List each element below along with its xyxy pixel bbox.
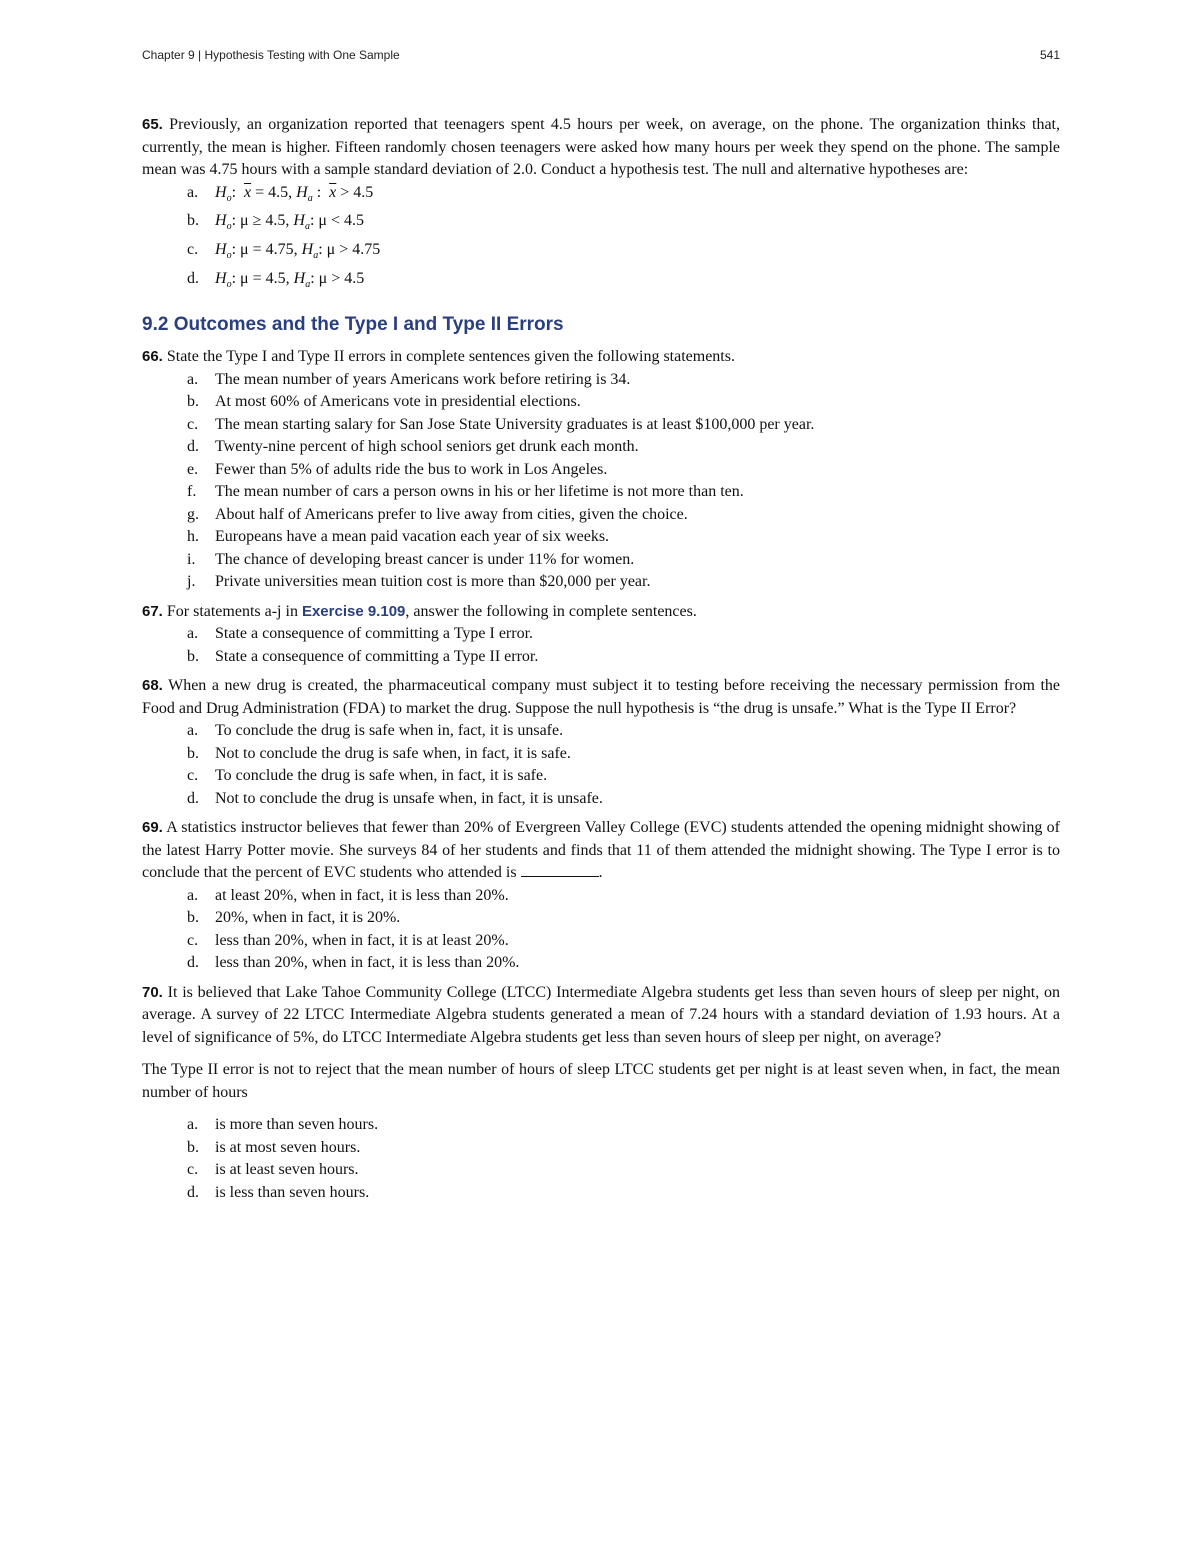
option-a: a. The mean number of years Americans work before retiring is 34. xyxy=(187,370,631,388)
option-b: b. State a consequence of committing a Type II error. xyxy=(187,647,539,665)
exercise-text: It is believed that Lake Tahoe Community College (LTCC) Intermediate Algebra students get less than seven hours of sleep per night, on average. A survey of 22 LTCC Intermediate Algebra students generated a mean of 7.24 hours with a standard deviation of 1.93 hours. At a level of significance of 5%, do LTCC Intermediate Algebra students get less than seven hours of sleep per night, on average? xyxy=(142,983,1061,1046)
chapter-title: Chapter 9 | Hypothesis Testing with One Sample xyxy=(142,48,400,62)
exercise-text: State the Type I and Type II errors in complete sentences given the following statements. xyxy=(166,348,735,366)
option-b: b. Not to conclude the drug is safe when, in fact, it is safe. xyxy=(187,744,571,762)
option-d: d. Twenty-nine percent of high school seniors get drunk each month. xyxy=(187,438,639,456)
exercise-link[interactable]: Exercise 9.109 xyxy=(301,602,406,620)
option-c: c. $H_o$: μ = 4.75, $H_a$: μ > 4.75 xyxy=(187,240,381,262)
option-c: c. less than 20%, when in fact, it is at least 20%. xyxy=(187,931,509,949)
exercise-number: 70. xyxy=(142,983,163,1001)
option-b: b. $H_o$: μ ≥ 4.5, $H_a$: μ < 4.5 xyxy=(187,212,364,233)
section-heading: 9.2 Outcomes and the Type I and Type II Errors xyxy=(142,314,564,336)
exercise-68 xyxy=(142,675,1060,810)
exercise-number: 69. xyxy=(142,819,163,837)
page-header xyxy=(142,48,1060,66)
page-number: 541 xyxy=(1039,48,1060,62)
option-d: d. less than 20%, when in fact, it is less than 20%. xyxy=(187,954,520,972)
exercise-number: 66. xyxy=(142,348,163,366)
option-g: g. About half of Americans prefer to live away from cities, given the choice. xyxy=(187,505,688,523)
option-c: c. is at least seven hours. xyxy=(187,1161,359,1179)
option-a: a. To conclude the drug is safe when in, fact, it is unsafe. xyxy=(187,722,564,740)
option-a: a. $H_o$: $\overline{x} = 4.5$, $H_a$ : $\overline{x} > 4.5$ xyxy=(187,183,374,204)
exercise-text: When a new drug is created, the pharmaceutical company must subject it to testing before receiving the necessary permission from the Food and Drug Administration (FDA) to market the drug. Suppose the null hypothesis is “the drug is unsafe.” What is the Type II Error? xyxy=(142,677,1060,717)
exercise-70 xyxy=(142,982,1060,1205)
exercise-67: 67. For statements a-j in Exercise 9.109, answer the following in complete sentences. a. State a consequence of committing a Type I error. b. State a consequence of committing a Type II error. xyxy=(142,601,1060,669)
option-d: d. $H_o$: μ = 4.5, $H_a$: μ > 4.5 xyxy=(187,269,365,290)
exercise-number: 65. xyxy=(142,116,163,133)
page-content xyxy=(142,114,1060,1204)
options-list xyxy=(142,720,1060,810)
fill-in-blank xyxy=(521,862,599,877)
option-b: b. 20%, when in fact, it is 20%. xyxy=(187,909,401,927)
option-a: a. at least 20%, when in fact, it is less than 20%. xyxy=(187,886,509,904)
option-h: h. Europeans have a mean paid vacation each year of six weeks. xyxy=(187,528,610,546)
exercise-number: 67. xyxy=(142,602,163,620)
option-i: i. The chance of developing breast cancer is under 11% for women. xyxy=(187,550,635,568)
exercise-65 xyxy=(142,114,1060,296)
options-list xyxy=(142,182,1060,297)
option-j: j. Private universities mean tuition cost is more than $20,000 per year. xyxy=(187,573,651,591)
options-list xyxy=(142,369,1060,594)
exercise-69: 69. A statistics instructor believes that fewer than 20% of Evergreen Valley College (EVC) students attended the opening midnight showing of the latest Harry Potter movie. She surveys 84 of her students and finds that 11 of them attended the midnight showing. The Type I error is to conclude that the percent of EVC students who attended is . a. at least 20%, when in fact, it is less than 20%. b. 20%, when in fact, it is 20%. c. less than 20%, when in fact, it is at least 20%. d. less than 20%, when in fact, it is less than 20%. xyxy=(142,817,1060,975)
options-list xyxy=(142,885,1060,975)
option-b: b. At most 60% of Americans vote in presidential elections. xyxy=(187,393,581,411)
options-list xyxy=(142,1114,1060,1204)
exercise-text: Previously, an organization reported that teenagers spent 4.5 hours per week, on average, on the phone. The organization thinks that, currently, the mean is higher. Fifteen randomly chosen teenagers were asked how many hours per week they spend on the phone. The sample mean was 4.75 hours with a sample standard deviation of 2.0. Conduct a hypothesis test. The null and alternative hypotheses are: xyxy=(142,116,1061,178)
option-f: f. The mean number of cars a person owns in his or her lifetime is not more than ten. xyxy=(187,483,744,501)
option-c: c. The mean starting salary for San Jose State University graduates is at least $100,000 per year. xyxy=(187,415,815,433)
option-d: d. Not to conclude the drug is unsafe when, in fact, it is unsafe. xyxy=(187,789,603,807)
option-a: a. State a consequence of committing a Type I error. xyxy=(187,625,534,643)
option-c: c. To conclude the drug is safe when, in fact, it is safe. xyxy=(187,767,548,785)
exercise-66 xyxy=(142,346,1060,594)
exercise-text: A statistics instructor believes that fewer than 20% of Evergreen Valley College (EVC) students attended the opening midnight showing of the latest Harry Potter movie. She surveys 84 of her students and finds that 11 of them attended the midnight showing. The Type I error is to conclude that the percent of EVC students who attended is xyxy=(142,819,1060,882)
exercise-number: 68. xyxy=(142,677,163,695)
option-a: a. is more than seven hours. xyxy=(187,1116,379,1134)
exercise-followup-text: The Type II error is not to reject that the mean number of hours of sleep LTCC students get per night is at least seven when, in fact, the mean number of hours xyxy=(142,1061,1060,1101)
options-list xyxy=(142,623,1060,668)
option-b: b. is at most seven hours. xyxy=(187,1138,361,1156)
option-d: d. is less than seven hours. xyxy=(187,1183,370,1201)
option-e: e. Fewer than 5% of adults ride the bus to work in Los Angeles. xyxy=(187,460,608,478)
